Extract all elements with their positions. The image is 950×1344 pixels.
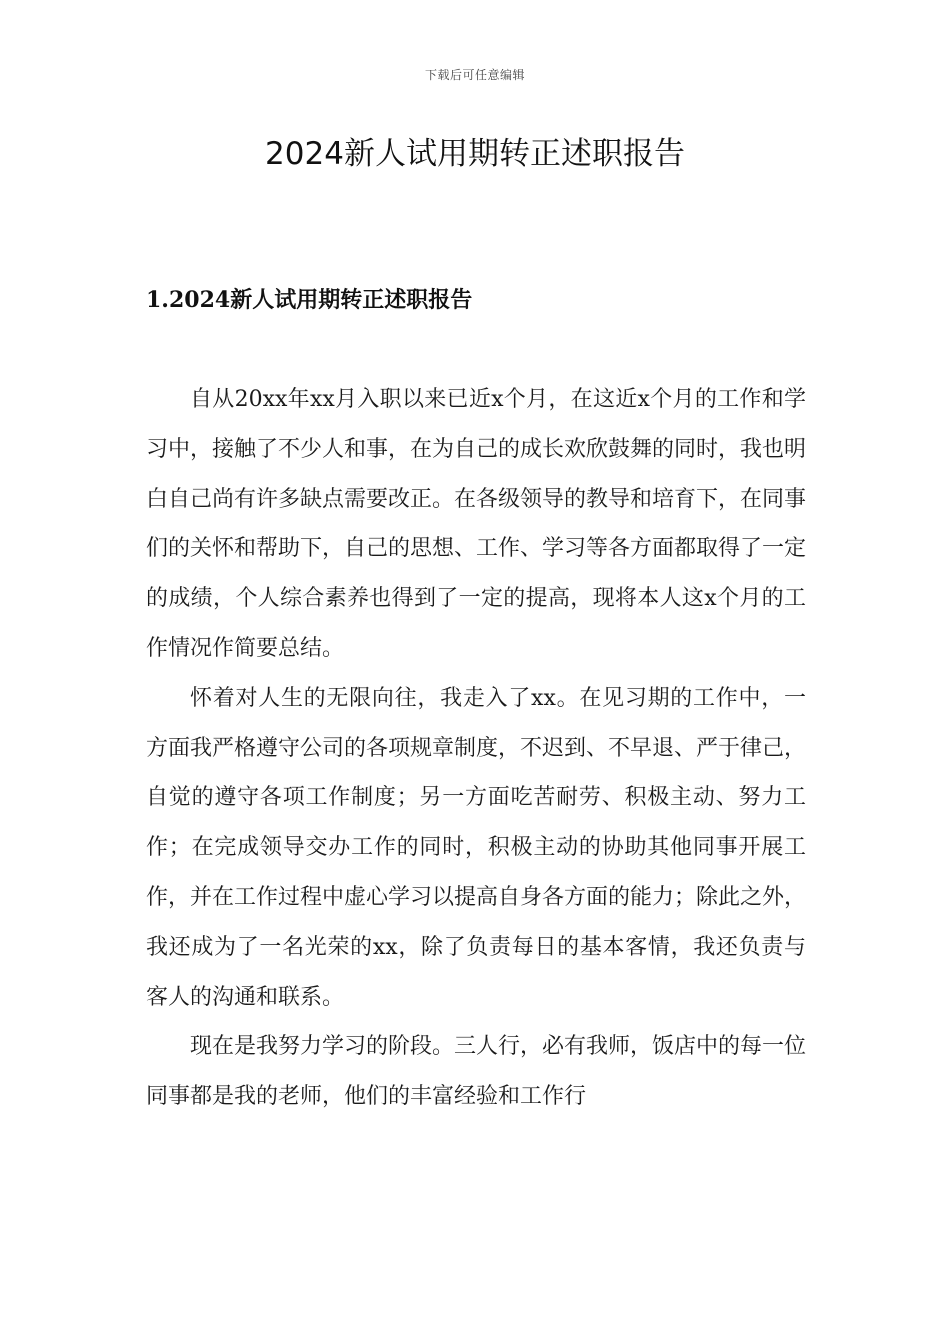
paragraph-3: 现在是我努力学习的阶段。三人行，必有我师，饭店中的每一位同事都是我的老师，他们的丰富经验和工作行 <box>146 1034 807 1110</box>
document-body <box>146 375 806 1122</box>
header-note: 下载后可任意编辑 <box>424 68 525 82</box>
document-title: 2024新人试用期转正述职报告 <box>265 136 685 172</box>
paragraph-2: 怀着对人生的无限向往，我走入了xx。在见习期的工作中，一方面我严格遵守公司的各项规章制度，不迟到、不早退、严于律己，自觉的遵守各项工作制度；另一方面吃苦耐劳、积极主动、努力工作；在完成领导交办工作的同时，积极主动的协助其他同事开展工作，并在工作过程中虚心学习以提高自身各方面的能力；除此之外，我还成为了一名光荣的xx，除了负责每日的基本客情，我还负责与客人的沟通和联系。 <box>146 685 807 1010</box>
section-heading: 1.2024新人试用期转正述职报告 <box>146 287 473 313</box>
paragraph-1: 自从20xx年xx月入职以来已近x个月，在这近x个月的工作和学习中，接触了不少人和事，在为自己的成长欢欣鼓舞的同时，我也明白自己尚有许多缺点需要改正。在各级领导的教导和培育下，在同事们的关怀和帮助下，自己的思想、工作、学习等各方面都取得了一定的成绩，个人综合素养也得到了一定的提高，现将本人这x个月的工作情况作简要总结。 <box>146 387 807 661</box>
